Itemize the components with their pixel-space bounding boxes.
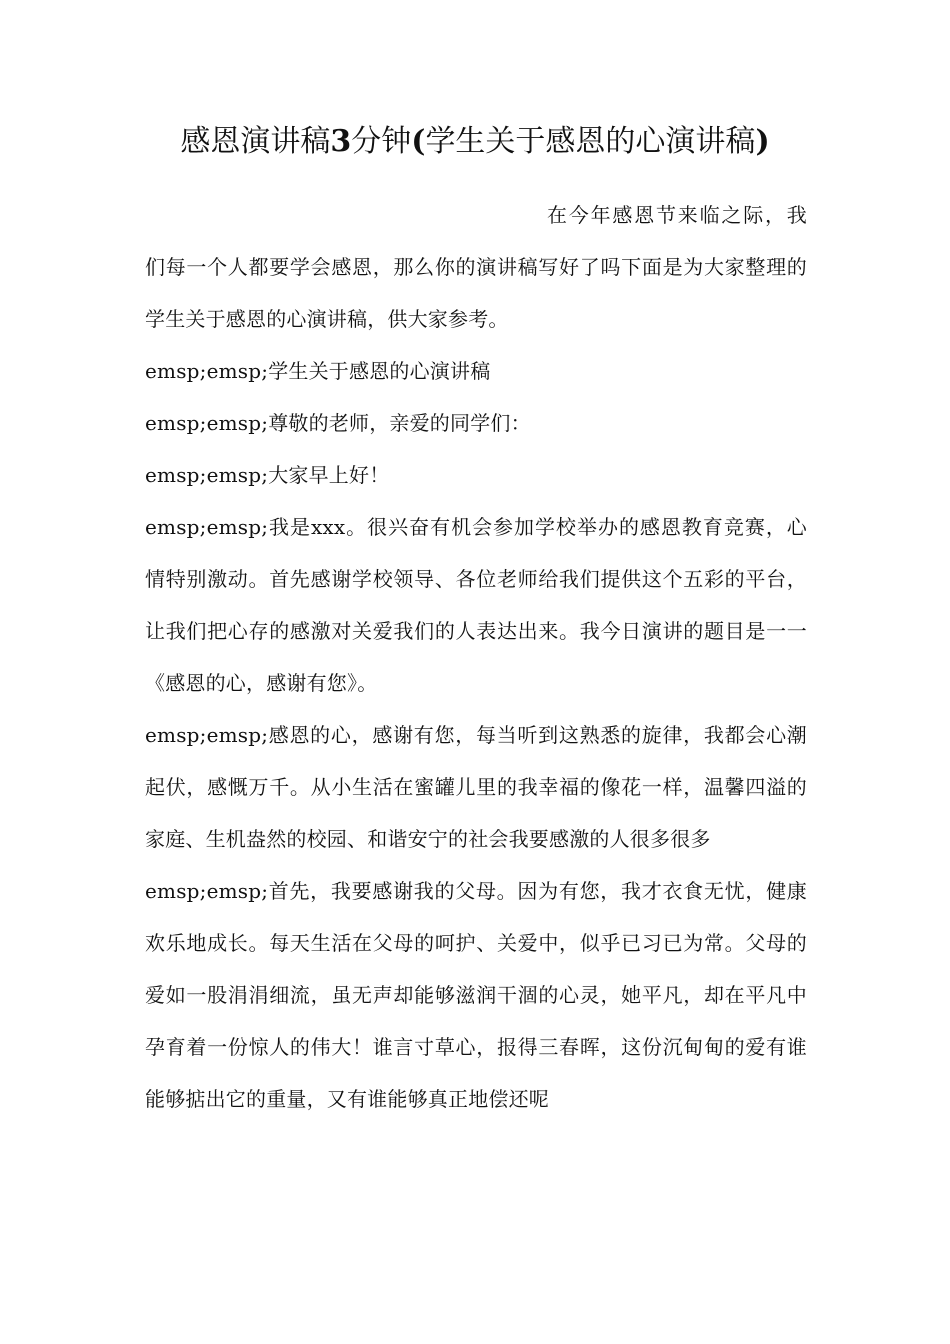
document-title	[100, 122, 850, 162]
grateful-heart-paragraph: emsp;emsp;感恩的心，感谢有您，每当听到这熟悉的旋律，我都会心潮起伏，感慨万千。从小生活在蜜罐儿里的我幸福的像花一样，温馨四溢的家庭、生机盎然的校园、和谐安宁的社会我要感激的人很多很多	[145, 723, 807, 851]
title-middle: 分钟	[351, 124, 412, 159]
greeting-paragraph: emsp;emsp;尊敬的老师，亲爱的同学们：	[145, 411, 531, 435]
title-open-paren: (	[411, 124, 426, 159]
parents-gratitude-paragraph: emsp;emsp;首先，我要感谢我的父母。因为有您，我才衣食无忧，健康欢乐地成长。每天生活在父母的呵护、关爱中，似乎已习已为常。父母的爱如一股涓涓细流，虽无声却能够滋润干涸的心灵，她平凡，却在平凡中孕育着一份惊人的伟大！谁言寸草心，报得三春晖，这份沉甸甸的爱有谁能够掂出它的重量，又有谁能够真正地偿还呢	[145, 879, 807, 1111]
morning-greeting-paragraph: emsp;emsp;大家早上好！	[145, 463, 390, 487]
title-subtitle: 学生关于感恩的心演讲稿	[425, 124, 756, 159]
self-introduction-paragraph: emsp;emsp;我是xxx。很兴奋有机会参加学校举办的感恩教育竞赛，心情特别激动。首先感谢学校领导、各位老师给我们提供这个五彩的平台，让我们把心存的感激对关爱我们的人表达出来。我今日演讲的题目是一一《感恩的心，感谢有您》。	[145, 515, 807, 695]
title-prefix: 感恩演讲稿	[180, 124, 331, 159]
title-close-paren: )	[755, 124, 770, 159]
speech-heading-paragraph: emsp;emsp;学生关于感恩的心演讲稿	[145, 359, 491, 383]
title-number: 3	[330, 124, 352, 159]
intro-paragraph: 在今年感恩节来临之际，我们每一个人都要学会感恩，那么你的演讲稿写好了吗下面是为大家整理的学生关于感恩的心演讲稿，供大家参考。	[145, 203, 807, 331]
document-body	[145, 189, 807, 1125]
